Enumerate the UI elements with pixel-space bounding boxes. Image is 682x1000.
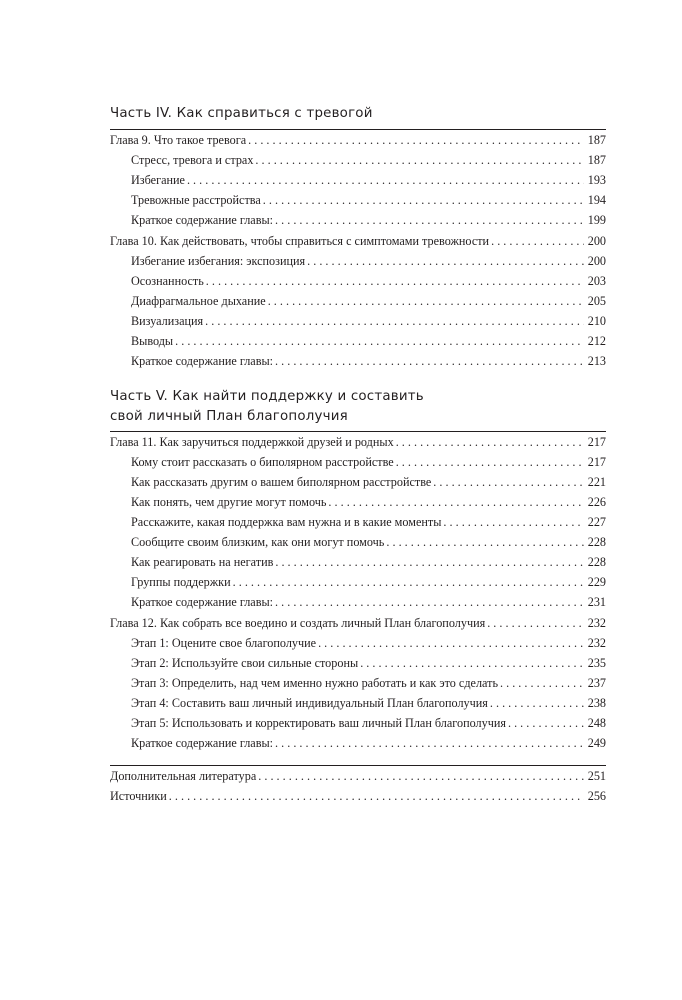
toc-page-number: 221	[587, 475, 606, 489]
dot-leader	[275, 552, 584, 572]
toc-page-number: 213	[587, 354, 606, 368]
toc-page-number: 212	[587, 334, 606, 348]
toc-page-number: 251	[587, 769, 606, 783]
dot-leader	[443, 512, 584, 532]
toc-section[interactable]	[131, 633, 606, 653]
toc-section[interactable]	[131, 271, 606, 291]
toc-page-number: 231	[587, 595, 606, 609]
toc-page-number: 227	[587, 515, 606, 529]
dot-leader	[275, 351, 584, 371]
toc-page-number: 232	[587, 636, 606, 650]
dot-leader	[360, 653, 584, 673]
toc-entry-title: Диафрагмальное дыхание	[131, 294, 266, 308]
toc-page-number: 228	[587, 535, 606, 549]
dot-leader	[433, 472, 584, 492]
toc-page-number: 217	[587, 435, 606, 449]
dot-leader	[187, 170, 584, 190]
toc-section[interactable]	[131, 673, 606, 693]
toc-section[interactable]	[131, 693, 606, 713]
dot-leader	[169, 786, 584, 806]
dot-leader	[396, 432, 584, 452]
dot-leader	[263, 190, 584, 210]
dot-leader	[491, 231, 584, 251]
toc-section[interactable]	[131, 311, 606, 331]
toc-section[interactable]	[131, 653, 606, 673]
toc-entry-title: Сообщите своим близким, как они могут помочь	[131, 535, 385, 549]
toc-page-number: 248	[587, 716, 606, 730]
toc-page-number: 194	[587, 193, 606, 207]
dot-leader	[275, 733, 584, 753]
toc-entry-title: Глава 12. Как собрать все воедино и создать личный План благополучия	[110, 616, 486, 630]
toc-entry-title: Этап 1: Оцените свое благополучие	[131, 636, 317, 650]
dot-leader	[328, 492, 584, 512]
toc-section[interactable]	[131, 150, 606, 170]
dot-leader	[255, 150, 584, 170]
toc-page-number: 237	[587, 676, 606, 690]
toc-sources[interactable]	[110, 786, 606, 806]
toc-section[interactable]	[131, 552, 606, 572]
toc-page-number: 235	[587, 656, 606, 670]
toc-section[interactable]	[131, 512, 606, 532]
toc-section[interactable]	[131, 532, 606, 552]
part-5-title	[110, 387, 510, 427]
dot-leader	[175, 331, 584, 351]
toc-entry-title: Визуализация	[131, 314, 204, 328]
toc-entry-title: Стресс, тревога и страх	[131, 153, 254, 167]
toc-entry-title: Как реагировать на негатив	[131, 555, 274, 569]
toc-page-number: 203	[587, 274, 606, 288]
toc-page-number: 217	[587, 455, 606, 469]
toc-page-number: 249	[587, 736, 606, 750]
dot-leader	[500, 673, 584, 693]
toc-entry-title: Как рассказать другим о вашем биполярном расстройстве	[131, 475, 432, 489]
toc-page-number: 200	[587, 254, 606, 268]
toc-entry-title: Глава 10. Как действовать, чтобы справиться с симптомами тревожности	[110, 234, 490, 248]
toc-section[interactable]	[131, 251, 606, 271]
dot-leader	[396, 452, 584, 472]
toc-page-number: 228	[587, 555, 606, 569]
toc-page-number: 232	[587, 616, 606, 630]
toc-page-number: 187	[587, 133, 606, 147]
toc-page-number: 193	[587, 173, 606, 187]
toc-section[interactable]	[131, 492, 606, 512]
toc-section[interactable]	[131, 452, 606, 472]
part-4-title	[110, 104, 510, 124]
toc-entry-title: Избегание	[131, 173, 185, 187]
toc-entry-title: Избегание избегания: экспозиция	[131, 254, 306, 268]
toc-entry-title: Как понять, чем другие могут помочь	[131, 495, 327, 509]
toc-page-number: 210	[587, 314, 606, 328]
toc-entry-title: Этап 5: Использовать и корректировать ваш личный План благополучия	[131, 716, 506, 730]
dot-leader	[268, 291, 584, 311]
toc-chapter-9[interactable]	[110, 130, 606, 150]
dot-leader	[205, 311, 584, 331]
toc-entry-title: Краткое содержание главы:	[131, 595, 274, 609]
toc-entry-title: Краткое содержание главы:	[131, 354, 274, 368]
toc-entry-title: Этап 3: Определить, над чем именно нужно работать и как это сделать	[131, 676, 499, 690]
toc-chapter-10[interactable]	[110, 231, 606, 251]
toc-entry-title: Краткое содержание главы:	[131, 213, 274, 227]
toc-section[interactable]	[131, 170, 606, 190]
toc-section[interactable]	[131, 351, 606, 371]
toc-entry-title: Осознанность	[131, 274, 204, 288]
dot-leader	[508, 713, 584, 733]
toc-page-number: 229	[587, 575, 606, 589]
toc-entry-title: Этап 2: Используйте свои сильные стороны	[131, 656, 359, 670]
toc-further-reading[interactable]	[110, 766, 606, 786]
toc-entry-title: Тревожные расстройства	[131, 193, 261, 207]
part-5-title-line-1: Часть V. Как найти поддержку и составить	[110, 389, 424, 404]
toc-page-number: 256	[587, 789, 606, 803]
dot-leader	[248, 130, 584, 150]
dot-leader	[275, 210, 584, 230]
toc-entry-title: Кому стоит рассказать о биполярном расстройстве	[131, 455, 394, 469]
toc-page-number: 205	[587, 294, 606, 308]
dot-leader	[487, 613, 584, 633]
toc-section[interactable]	[131, 733, 606, 753]
toc-section[interactable]	[131, 572, 606, 592]
toc-section[interactable]	[131, 592, 606, 612]
toc-page	[110, 0, 606, 1000]
part-4-title-text: Часть IV. Как справиться с тревогой	[110, 106, 373, 121]
dot-leader	[490, 693, 584, 713]
dot-leader	[206, 271, 584, 291]
toc-entry-title: Группы поддержки	[131, 575, 231, 589]
toc-section[interactable]	[131, 713, 606, 733]
dot-leader	[318, 633, 584, 653]
dot-leader	[307, 251, 584, 271]
toc-entry-title: Расскажите, какая поддержка вам нужна и в какие моменты	[131, 515, 442, 529]
toc-page-number: 200	[587, 234, 606, 248]
toc-page-number: 187	[587, 153, 606, 167]
toc-entry-title: Дополнительная литература	[110, 769, 257, 783]
toc-entry-title: Источники	[110, 789, 167, 803]
toc-entry-title: Глава 9. Что такое тревога	[110, 133, 247, 147]
dot-leader	[275, 592, 584, 612]
toc-section[interactable]	[131, 210, 606, 230]
toc-page-number: 199	[587, 213, 606, 227]
toc-entry-title: Выводы	[131, 334, 174, 348]
toc-section[interactable]	[131, 291, 606, 311]
toc-entry-title: Глава 11. Как заручиться поддержкой друзей и родных	[110, 435, 394, 449]
toc-entry-title: Этап 4: Составить ваш личный индивидуальный План благополучия	[131, 696, 488, 710]
dot-leader	[258, 766, 584, 786]
toc-entry-title: Краткое содержание главы:	[131, 736, 274, 750]
toc-chapter-12[interactable]	[110, 613, 606, 633]
toc-page-number: 226	[587, 495, 606, 509]
toc-section[interactable]	[131, 331, 606, 351]
toc-section[interactable]	[131, 190, 606, 210]
part-5-title-line-2: свой личный План благополучия	[110, 409, 348, 424]
toc-page-number: 238	[587, 696, 606, 710]
toc-section[interactable]	[131, 472, 606, 492]
dot-leader	[386, 532, 584, 552]
toc-chapter-11[interactable]	[110, 432, 606, 452]
dot-leader	[233, 572, 584, 592]
